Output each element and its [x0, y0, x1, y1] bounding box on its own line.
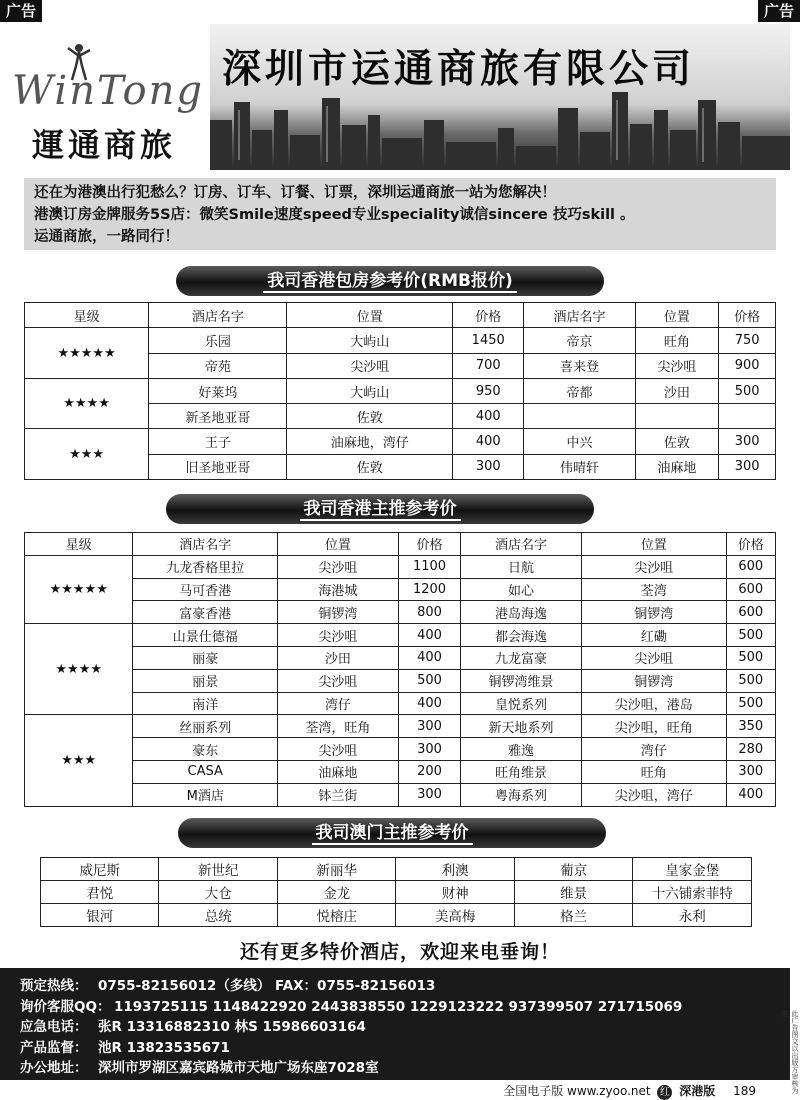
- table-cell: 500: [726, 646, 775, 669]
- table-cell: 喜来登: [524, 353, 635, 378]
- table-cell: 九龙富豪: [461, 646, 582, 669]
- table-cell: 日航: [461, 555, 582, 578]
- table-cell: 王子: [149, 429, 287, 454]
- table-cell: 佐敦: [287, 454, 453, 479]
- hk-room-section-title: 我司香港包房参考价(RMB报价): [176, 266, 604, 296]
- contact-row-emergency: [20, 1017, 790, 1038]
- macau-hotel-cell: 威尼斯: [41, 858, 159, 881]
- table-cell: 旺角: [635, 328, 719, 353]
- table-cell: 富豪香港: [133, 601, 278, 624]
- column-header: 位置: [287, 303, 453, 328]
- table-row: [25, 578, 776, 601]
- macau-hotel-cell: 葡京: [514, 858, 632, 881]
- table-cell: 500: [726, 692, 775, 715]
- table-cell: 大屿山: [287, 328, 453, 353]
- table-cell: 600: [726, 578, 775, 601]
- intro-line-1: 还在为港澳出行犯愁么？订房、订车、订餐、订票，深圳运通商旅一站为您解决！: [34, 185, 556, 201]
- column-header: 星级: [25, 533, 133, 556]
- macau-hotel-cell: 格兰: [514, 904, 632, 927]
- table-cell: 尖沙咀，湾仔: [581, 783, 726, 806]
- table-header-row: [25, 533, 776, 556]
- table-cell: 豪东: [133, 738, 278, 761]
- column-header: 酒店名字: [149, 303, 287, 328]
- ad-tag-left: 广告: [0, 0, 42, 22]
- macau-hotel-cell: 大仓: [159, 881, 277, 904]
- macau-hotel-cell: 皇家金堡: [633, 858, 752, 881]
- table-cell: 铜锣湾: [278, 601, 399, 624]
- table-cell: 300: [398, 783, 460, 806]
- contact-value: 深圳市罗湖区嘉宾路城市天地广场东座7028室: [98, 1060, 379, 1076]
- contact-row-supervision: [20, 1038, 790, 1059]
- table-cell: 粤海系列: [461, 783, 582, 806]
- table-row: [25, 378, 776, 403]
- contact-label: 预定热线：: [20, 978, 88, 994]
- column-header: 价格: [398, 533, 460, 556]
- table-cell: 900: [719, 353, 776, 378]
- table-row: [25, 646, 776, 669]
- table-cell: 尖沙咀: [581, 555, 726, 578]
- star-rating: ★★★★★: [25, 555, 133, 623]
- table-cell: 乐园: [149, 328, 287, 353]
- table-cell: 旺角: [581, 760, 726, 783]
- table-cell: 新天地系列: [461, 715, 582, 738]
- table-cell: 帝京: [524, 328, 635, 353]
- table-cell: [635, 404, 719, 429]
- contact-label: 办公地址：: [20, 1060, 88, 1076]
- table-cell: 九龙香格里拉: [133, 555, 278, 578]
- hk-room-price-table: [24, 302, 776, 480]
- table-cell: 大屿山: [287, 378, 453, 403]
- table-cell: 伟晴轩: [524, 454, 635, 479]
- table-row: [25, 738, 776, 761]
- table-cell: 750: [719, 328, 776, 353]
- contact-row-qq: [20, 997, 790, 1018]
- table-row: [25, 429, 776, 454]
- footer-site: 全国电子版 www.zyoo.net: [503, 1084, 651, 1098]
- table-cell: 皇悦系列: [461, 692, 582, 715]
- column-header: 位置: [278, 533, 399, 556]
- macau-hotel-cell: 总统: [159, 904, 277, 927]
- hk-main-price-table: [24, 532, 776, 807]
- macau-hotel-cell: 悦榕庄: [277, 904, 395, 927]
- table-cell: 沙田: [635, 378, 719, 403]
- contact-value: 0755-82156012（多线） FAX：0755-82156013: [98, 978, 436, 994]
- macau-hotel-table: [40, 857, 752, 927]
- table-cell: 丽豪: [133, 646, 278, 669]
- table-cell: 500: [726, 669, 775, 692]
- macau-section-title: 我司澳门主推参考价: [178, 818, 606, 848]
- table-cell: 600: [726, 601, 775, 624]
- table-cell: 尖沙咀: [635, 353, 719, 378]
- column-header: 位置: [635, 303, 719, 328]
- table-cell: 油麻地: [635, 454, 719, 479]
- table-cell: 新圣地亚哥: [149, 404, 287, 429]
- intro-line-3: 运通商旅，一路同行！: [34, 229, 179, 245]
- table-cell: 丽景: [133, 669, 278, 692]
- table-cell: 旺角维景: [461, 760, 582, 783]
- table-cell: 尖沙咀: [278, 555, 399, 578]
- table-cell: 400: [398, 646, 460, 669]
- table-cell: 尖沙咀: [278, 669, 399, 692]
- contact-panel: [0, 968, 790, 1080]
- intro-panel: [24, 178, 776, 250]
- table-row: [25, 760, 776, 783]
- star-rating: ★★★★: [25, 624, 133, 715]
- table-row: [25, 601, 776, 624]
- column-header: 价格: [453, 303, 524, 328]
- column-header: 酒店名字: [133, 533, 278, 556]
- logo-chinese-text: 運通商旅: [32, 126, 177, 164]
- table-cell: 尖沙咀: [278, 624, 399, 647]
- table-cell: 如心: [461, 578, 582, 601]
- table-cell: 300: [719, 429, 776, 454]
- macau-hotel-cell: 银河: [41, 904, 159, 927]
- more-hotels-text: 还有更多特价酒店，欢迎来电垂询！: [239, 941, 560, 963]
- macau-hotel-cell: 维景: [514, 881, 632, 904]
- table-row: [25, 669, 776, 692]
- table-cell: 700: [453, 353, 524, 378]
- table-cell: 铜锣湾: [581, 669, 726, 692]
- logo-script-text: WinTong: [12, 68, 204, 114]
- contact-label: 询价客服QQ：: [20, 998, 111, 1015]
- contact-value: 1193725115 1148422920 2443838550 1229123222 937399507 271715069: [114, 998, 683, 1015]
- table-cell: CASA: [133, 760, 278, 783]
- table-cell: 300: [398, 738, 460, 761]
- table-cell: 红磡: [581, 624, 726, 647]
- table-cell: 尖沙咀，旺角: [581, 715, 726, 738]
- table-cell: 500: [726, 624, 775, 647]
- intro-line-2: 港澳订房金牌服务5S店：微笑Smile速度speed专业speciality诚信sincere 技巧skill 。: [34, 207, 635, 223]
- column-header: 酒店名字: [524, 303, 635, 328]
- table-cell: 350: [726, 715, 775, 738]
- table-cell: 400: [453, 429, 524, 454]
- table-row: [25, 715, 776, 738]
- table-cell: 200: [398, 760, 460, 783]
- company-name-title: 深圳市运通商旅有限公司: [222, 47, 696, 92]
- table-cell: 铜锣湾维景: [461, 669, 582, 692]
- table-cell: 400: [398, 624, 460, 647]
- table-cell: 300: [719, 454, 776, 479]
- table-row: [25, 328, 776, 353]
- table-cell: M酒店: [133, 783, 278, 806]
- table-cell: 荃湾: [581, 578, 726, 601]
- table-row: [41, 881, 752, 904]
- table-cell: 中兴: [524, 429, 635, 454]
- table-cell: 600: [726, 555, 775, 578]
- table-cell: 佐敦: [635, 429, 719, 454]
- table-cell: 400: [453, 404, 524, 429]
- column-header: 位置: [581, 533, 726, 556]
- table-cell: 钵兰街: [278, 783, 399, 806]
- footer-edition: 深港版: [679, 1084, 716, 1098]
- table-row: [41, 858, 752, 881]
- table-cell: 南洋: [133, 692, 278, 715]
- column-header: 星级: [25, 303, 149, 328]
- macau-hotel-cell: 新丽华: [277, 858, 395, 881]
- ad-tag-right: 广告: [758, 0, 800, 22]
- table-cell: 湾仔: [581, 738, 726, 761]
- table-cell: 500: [398, 669, 460, 692]
- table-cell: 280: [726, 738, 775, 761]
- table-cell: 沙田: [278, 646, 399, 669]
- star-rating: ★★★★: [25, 378, 149, 429]
- macau-hotel-cell: 新世纪: [159, 858, 277, 881]
- table-cell: [524, 404, 635, 429]
- table-cell: 300: [398, 715, 460, 738]
- table-cell: 尖沙咀: [581, 646, 726, 669]
- table-cell: 佐敦: [287, 404, 453, 429]
- footer-page-number: 189: [733, 1084, 756, 1098]
- table-cell: 300: [726, 760, 775, 783]
- table-cell: 1100: [398, 555, 460, 578]
- table-cell: 港岛海逸: [461, 601, 582, 624]
- table-cell: 旧圣地亚哥: [149, 454, 287, 479]
- macau-hotel-cell: 十六铺索菲特: [633, 881, 752, 904]
- table-cell: 尖沙咀，港岛: [581, 692, 726, 715]
- column-header: 酒店名字: [461, 533, 582, 556]
- table-cell: 油麻地，湾仔: [287, 429, 453, 454]
- table-cell: 好莱坞: [149, 378, 287, 403]
- company-logo: [8, 38, 204, 170]
- table-cell: 海港城: [278, 578, 399, 601]
- contact-value: 张R 13316882310 林S 15986603164: [98, 1019, 366, 1035]
- table-cell: 帝苑: [149, 353, 287, 378]
- table-header-row: [25, 303, 776, 328]
- table-cell: 400: [398, 692, 460, 715]
- hk-main-section-title: 我司香港主推参考价: [166, 494, 594, 524]
- contact-row-hotline: [20, 976, 790, 997]
- contact-row-address: [20, 1058, 790, 1079]
- macau-hotel-cell: 永利: [633, 904, 752, 927]
- table-cell: 400: [726, 783, 775, 806]
- macau-hotel-cell: 君悦: [41, 881, 159, 904]
- table-row: [25, 624, 776, 647]
- table-cell: 湾仔: [278, 692, 399, 715]
- table-cell: 油麻地: [278, 760, 399, 783]
- table-row: [25, 555, 776, 578]
- skyline-banner: [210, 24, 790, 170]
- table-cell: 丝丽系列: [133, 715, 278, 738]
- macau-hotel-cell: 财神: [396, 881, 514, 904]
- contact-label: 产品监督：: [20, 1039, 88, 1056]
- table-row: [25, 692, 776, 715]
- table-cell: 950: [453, 378, 524, 403]
- table-cell: [719, 404, 776, 429]
- contact-label: 应急电话：: [20, 1019, 88, 1035]
- table-cell: 铜锣湾: [581, 601, 726, 624]
- table-cell: 帝都: [524, 378, 635, 403]
- star-rating: ★★★: [25, 715, 133, 806]
- footer-circle-badge: 红: [657, 1085, 672, 1100]
- macau-hotel-cell: 美高梅: [396, 904, 514, 927]
- page-footer: [503, 1082, 756, 1100]
- table-cell: 300: [453, 454, 524, 479]
- table-row: [25, 783, 776, 806]
- table-row: [41, 904, 752, 927]
- column-header: 价格: [719, 303, 776, 328]
- macau-hotel-cell: 金龙: [277, 881, 395, 904]
- table-cell: 都会海逸: [461, 624, 582, 647]
- table-cell: 1200: [398, 578, 460, 601]
- table-cell: 1450: [453, 328, 524, 353]
- star-rating: ★★★: [25, 429, 149, 480]
- table-cell: 800: [398, 601, 460, 624]
- star-rating: ★★★★★: [25, 328, 149, 379]
- table-cell: 尖沙咀: [278, 738, 399, 761]
- table-cell: 500: [719, 378, 776, 403]
- table-cell: 荃湾，旺角: [278, 715, 399, 738]
- table-cell: 马可香港: [133, 578, 278, 601]
- contact-value: 池R 13823535671: [98, 1039, 230, 1056]
- side-note: 此广告图文以出版方审核为准: [781, 1010, 799, 1094]
- table-cell: 雅逸: [461, 738, 582, 761]
- table-cell: 尖沙咀: [287, 353, 453, 378]
- macau-hotel-cell: 利澳: [396, 858, 514, 881]
- table-cell: 山景仕德福: [133, 624, 278, 647]
- column-header: 价格: [726, 533, 775, 556]
